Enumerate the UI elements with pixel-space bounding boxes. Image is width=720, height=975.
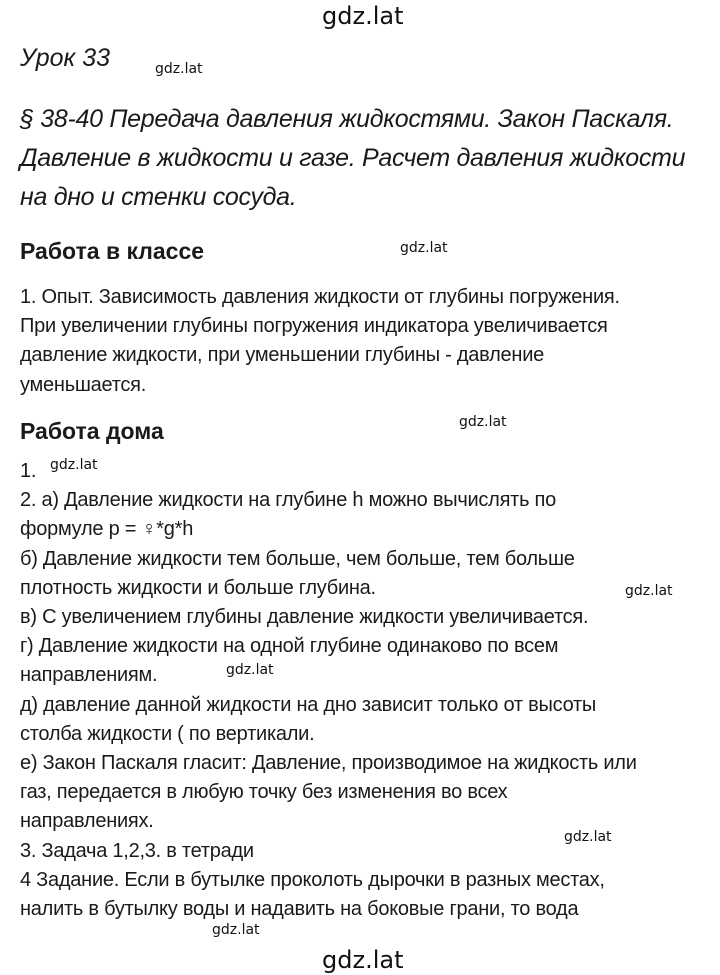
text-line: уменьшается. (20, 373, 147, 396)
text-line: 1. (20, 460, 37, 482)
watermark: gdz.lat (459, 414, 507, 430)
text-line: 4 Задание. Если в бутылке проколоть дырочки в разных местах, (20, 868, 605, 891)
home-work-text (20, 457, 710, 924)
topic-line: на дно и стенки сосуда. (20, 183, 297, 211)
text-line: формуле p = ♀*g*h (20, 518, 194, 541)
text-line: столба жидкости ( по вертикали. (20, 722, 315, 745)
text-line: направлениях. (20, 810, 154, 833)
home-work-heading: Работа дома (20, 418, 164, 444)
text-line: б) Давление жидкости тем больше, чем больше, тем больше (20, 547, 575, 570)
text-line: е) Закон Паскаля гласит: Давление, производимое на жидкость или (20, 752, 637, 775)
text-line: г) Давление жидкости на одной глубине одинаково по всем (20, 635, 559, 658)
lesson-title: Урок 33 (20, 44, 111, 72)
watermark: gdz.lat (212, 922, 260, 938)
watermark: gdz.lat (625, 583, 673, 599)
text-line: направлениям. (20, 664, 158, 687)
watermark: gdz.lat (400, 240, 448, 256)
text-line: в) С увеличением глубины давление жидкости увеличивается. (20, 606, 589, 629)
text-line: давление жидкости, при уменьшении глубины - давление (20, 344, 544, 367)
watermark: gdz.lat (50, 457, 98, 473)
text-line: При увеличении глубины погружения индикатора увеличивается (20, 315, 608, 338)
watermark: gdz.lat (564, 829, 612, 845)
text-line: 3. Задача 1,2,3. в тетради (20, 839, 254, 862)
topic-line: Давление в жидкости и газе. Расчет давления жидкости (20, 144, 686, 172)
watermark-bottom: gdz.lat (322, 946, 404, 974)
watermark: gdz.lat (155, 61, 203, 77)
watermark: gdz.lat (226, 662, 274, 678)
text-line: 2. а) Давление жидкости на глубине h можно вычислять по (20, 489, 556, 512)
class-work-text (20, 283, 710, 400)
text-line: 1. Опыт. Зависимость давления жидкости от глубины погружения. (20, 286, 620, 308)
topic-line: § 38-40 Передача давления жидкостями. Закон Паскаля. (20, 105, 674, 133)
text-line: д) давление данной жидкости на дно зависит только от высоты (20, 693, 597, 716)
text-line: плотность жидкости и больше глубина. (20, 576, 376, 599)
text-line: налить в бутылку воды и надавить на боковые грани, то вода (20, 898, 579, 921)
topic-heading (20, 100, 700, 217)
text-line: газ, передается в любую точку без изменения во всех (20, 781, 508, 804)
class-work-heading: Работа в классе (20, 238, 205, 264)
watermark-top: gdz.lat (322, 2, 404, 30)
